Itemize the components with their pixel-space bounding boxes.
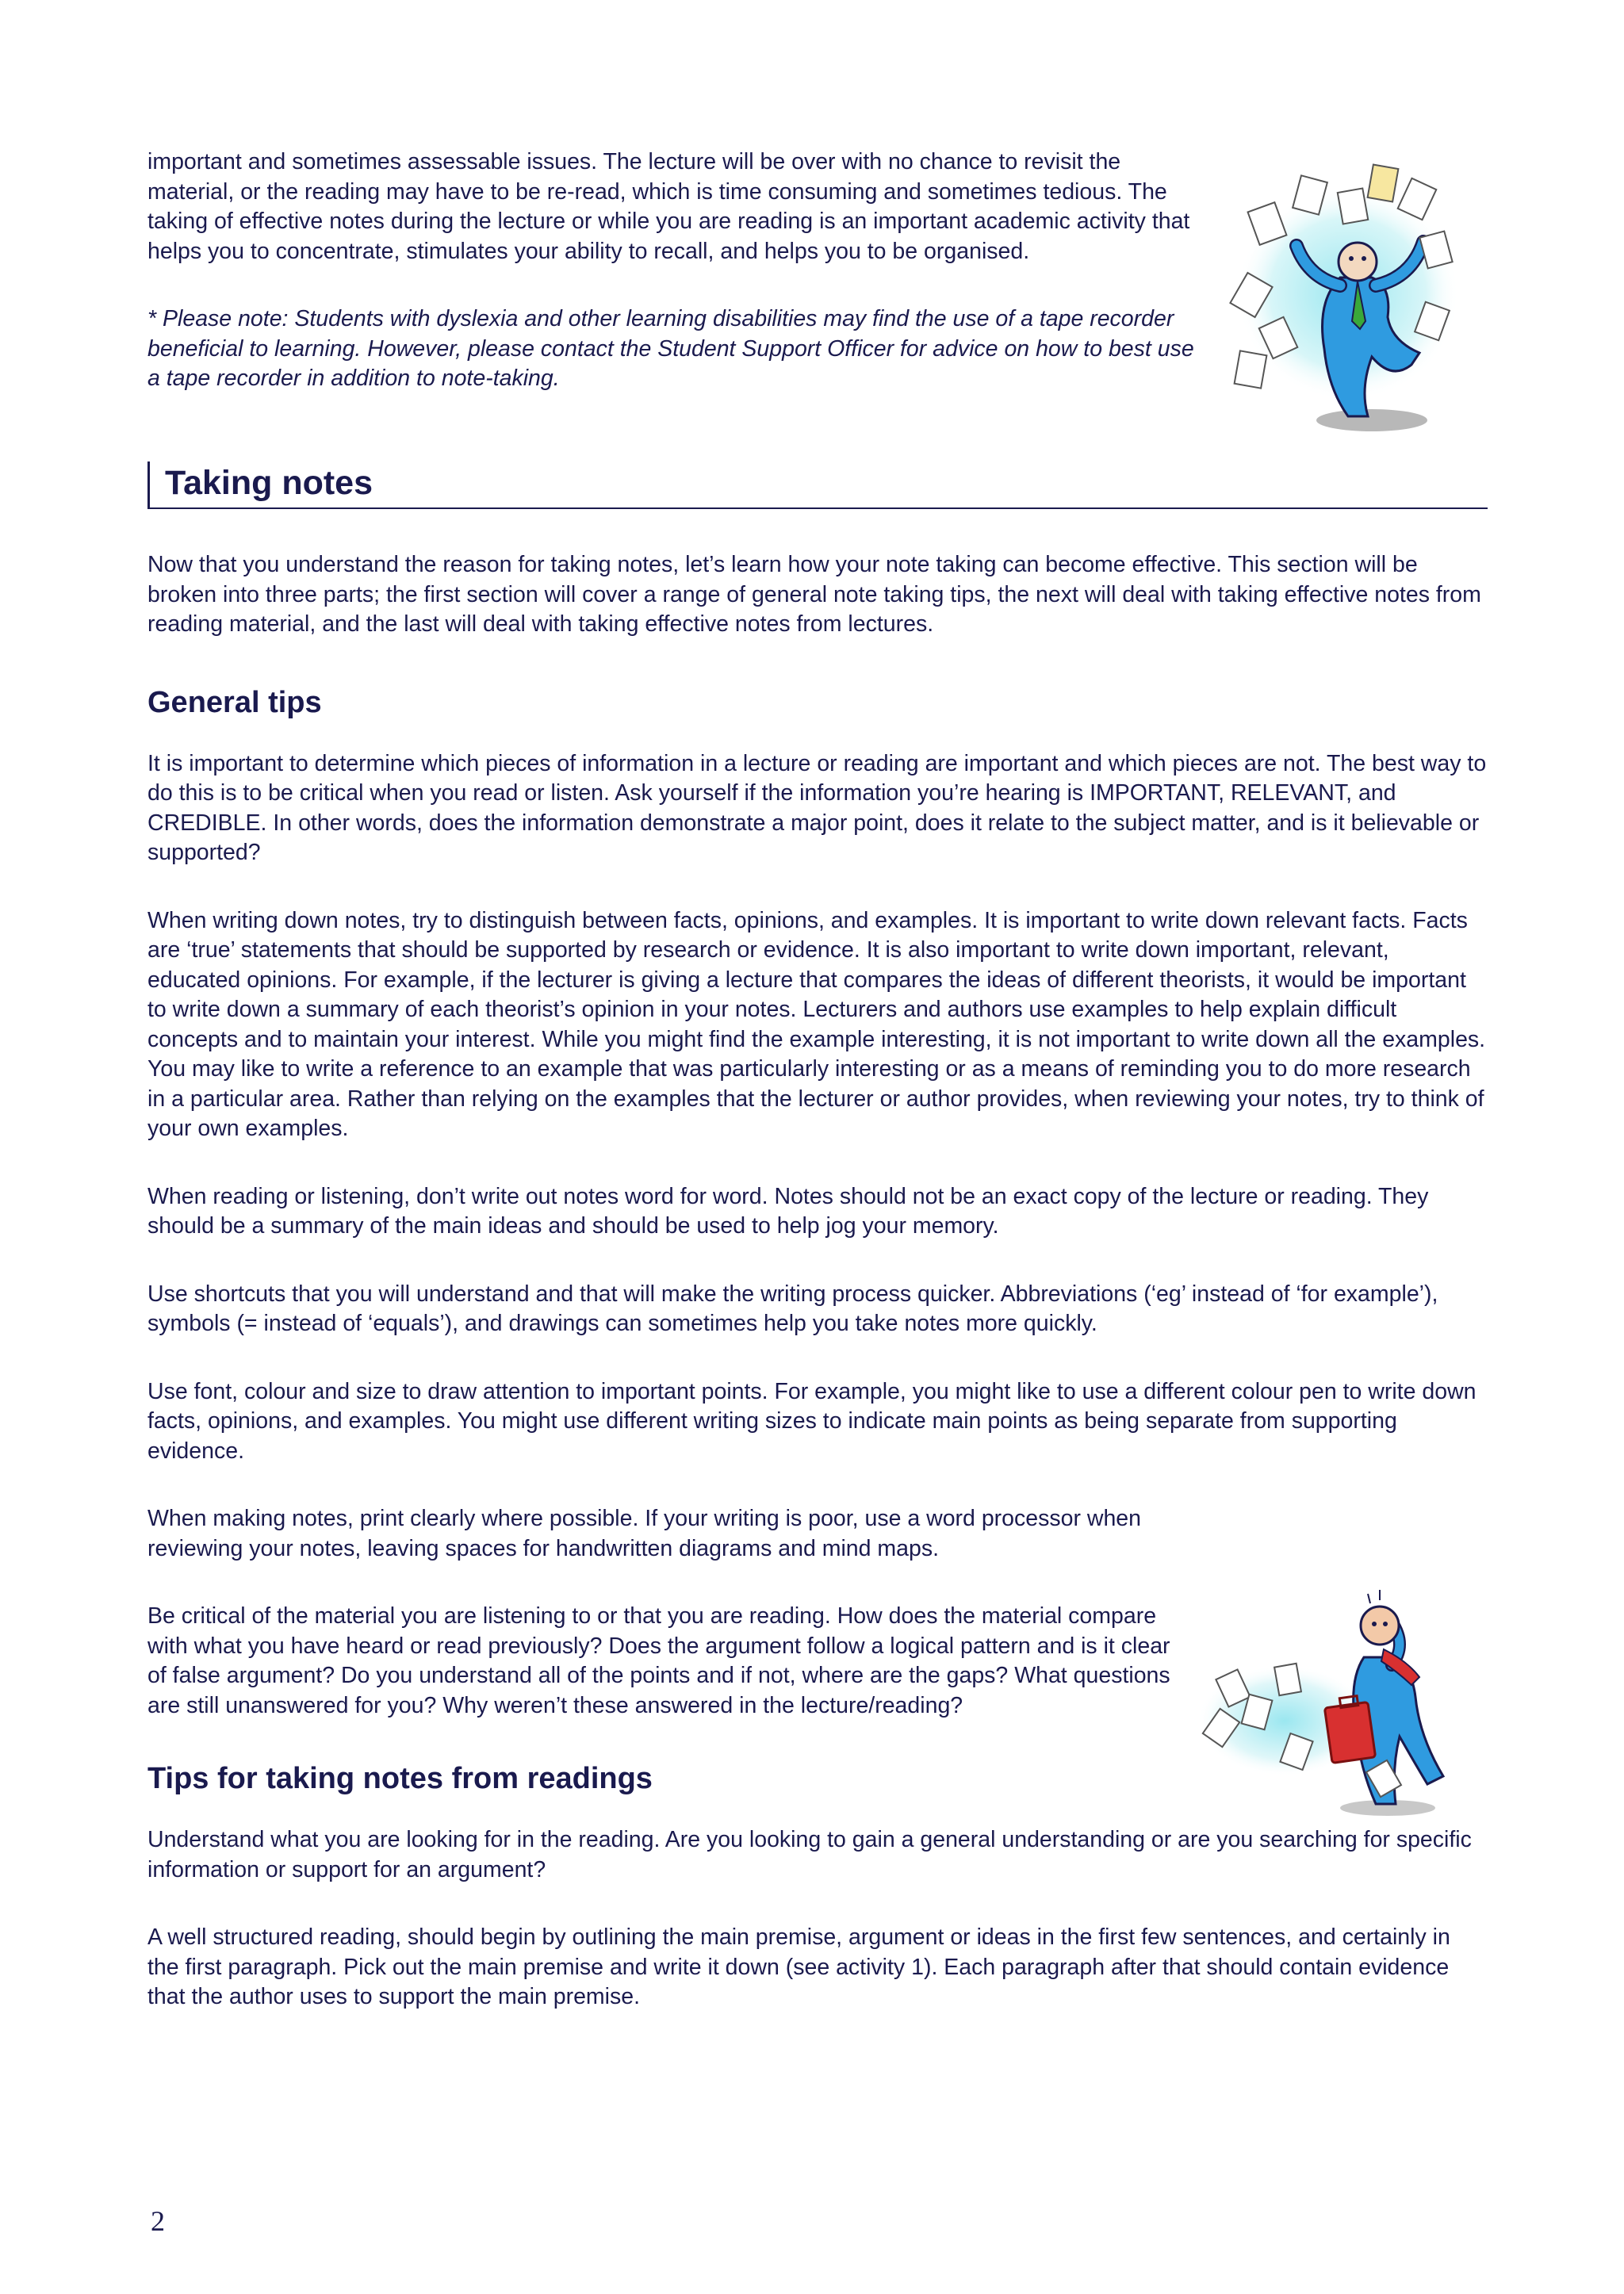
taking-notes-heading-text: Taking notes xyxy=(165,464,373,502)
general-tips-paragraph: Use shortcuts that you will understand and that will make the writing process quicker. Abbreviations (‘eg’ instead of ‘for example’), symbols (= instead of ‘equals’), and drawings can sometimes help you take notes more quickly. xyxy=(147,1281,1438,1336)
intro-paragraph: important and sometimes assessable issues. The lecture will be over with no chance to revisit the material, or the reading may have to be re-read, which is time consuming and sometimes tedious. The taking of effective notes during the lecture or while you are reading is an important academic activity that helps you to concentrate, stimulates your ability to recall, and helps you to be organised. xyxy=(147,149,1190,264)
papers-flying-illustration xyxy=(1221,159,1475,436)
general-tips-paragraph: When making notes, print clearly where possible. If your writing is poor, use a word processor when reviewing your notes, leaving spaces for handwritten diagrams and mind maps. xyxy=(147,1506,1141,1561)
briefcase-illustration xyxy=(1189,1578,1475,1824)
general-tips-paragraph: Be critical of the material you are listening to or that you are reading. How does the material compare with what you have heard or read previously? Does the argument follow a logical pattern and is it clear of false argument? Do you understand all of the points and if not, where are the gaps? What questions are still unanswered for you? Why weren’t these answered in the lecture/reading? xyxy=(147,1603,1170,1718)
general-tips-paragraph: When reading or listening, don’t write out notes word for word. Notes should not be an exact copy of the lecture or reading. They should be a summary of the main ideas and should be used to help jog your memory. xyxy=(147,1183,1429,1239)
page-number: 2 xyxy=(151,2205,165,2237)
taking-notes-heading xyxy=(147,461,1488,509)
general-tips-paragraph: When writing down notes, try to distinguish between facts, opinions, and examples. It is important to write down relevant facts. Facts are ‘true’ statements that should be supported by research or evidence. It is also important to write down important, relevant, educated opinions. For example, if the lecturer is giving a lecture that compares the ideas of different theorists, it would be important to write down a summary of each theorist’s opinion in your notes. Lecturers and authors use examples to help explain difficult concepts and to maintain your interest. While you might find the example interesting, it is not important to write down all the examples. You may like to write a reference to an example that was particularly interesting or as a means of reminding you to do more research in a particular area. Rather than relying on the examples that the lecturer or author provides, when reviewing your notes, try to think of your own examples. xyxy=(147,907,1486,1141)
general-tips-heading: General tips xyxy=(147,685,322,719)
readings-paragraph: Understand what you are looking for in the reading. Are you looking to gain a general understanding or are you searching for specific information or support for an argument? xyxy=(147,1827,1472,1882)
dyslexia-note: * Please note: Students with dyslexia and other learning disabilities may find the use of a tape recorder beneficial to learning. However, please contact the Student Support Officer for advice on how to best use a tape recorder in addition to note-taking. xyxy=(147,306,1194,391)
taking-notes-paragraph: Now that you understand the reason for taking notes, let’s learn how your note taking can become effective. This section will be broken into three parts; the first section will cover a range of general note taking tips, the next will deal with taking effective notes from reading material, and the last will deal with taking effective notes from lectures. xyxy=(147,552,1481,637)
readings-paragraph: A well structured reading, should begin by outlining the main premise, argument or ideas in the first few sentences, and certainly in the first paragraph. Pick out the main premise and write it down (see activity 1). Each paragraph after that should contain evidence that the author uses to support the main premise. xyxy=(147,1924,1450,2009)
general-tips-paragraph: Use font, colour and size to draw attention to important points. For example, you might like to use a different colour pen to write down facts, opinions, and examples. You might use different writing sizes to indicate main points as being separate from supporting evidence. xyxy=(147,1378,1477,1464)
readings-heading: Tips for taking notes from readings xyxy=(147,1762,653,1795)
general-tips-paragraph: It is important to determine which pieces of information in a lecture or reading are important and which pieces are not. The best way to do this is to be critical when you read or listen. Ask yourself if the information you’re hearing is IMPORTANT, RELEVANT, and CREDIBLE. In other words, does the information demonstrate a major point, does it relate to the subject matter, and is it believable or supported? xyxy=(147,750,1487,865)
